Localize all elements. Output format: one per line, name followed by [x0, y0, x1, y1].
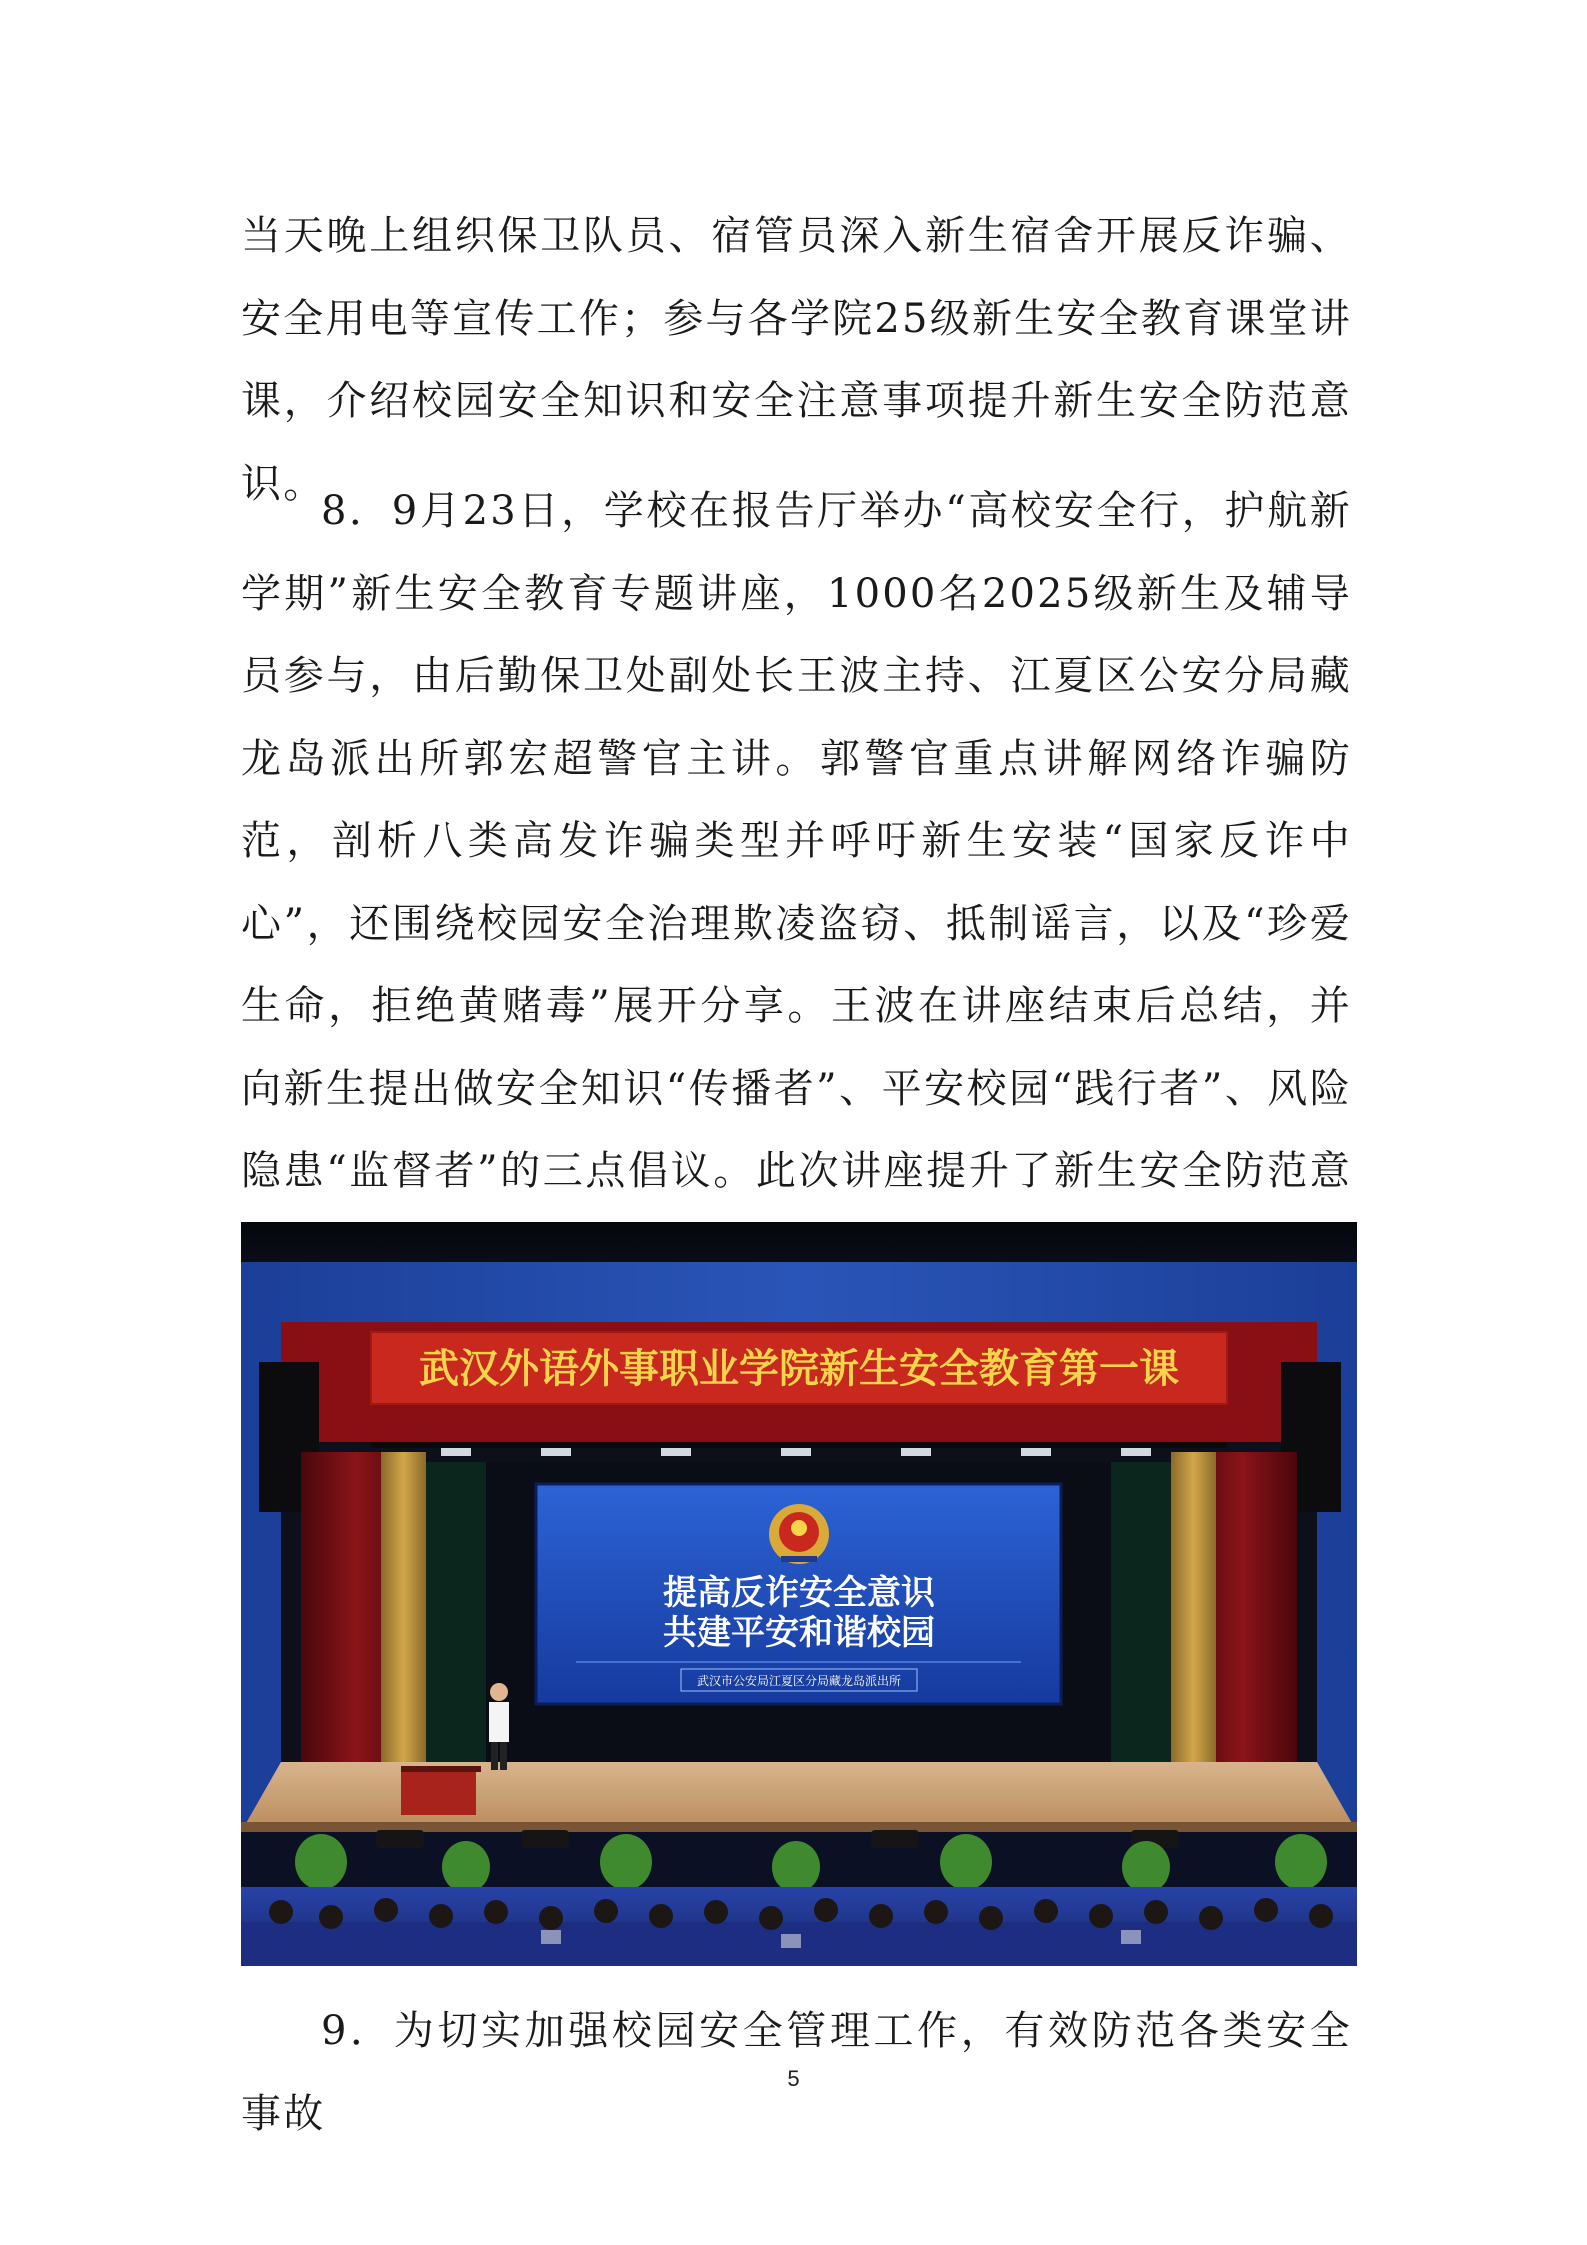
paragraph-3: 9．为切实加强校园安全管理工作，有效防范各类安全事故 [241, 2008, 1352, 2137]
paragraph-1: 当天晚上组织保卫队员、宿管员深入新生宿舍开展反诈骗、安全用电等宣传工作；参与各学院25级新生安全教育课堂讲课，介绍校园安全知识和安全注意事项提升新生安全防范意识。 [241, 213, 1352, 507]
paragraph-2: 8．9月23日，学校在报告厅举办“高校安全行，护航新学期”新生安全教育专题讲座，1000名2025级新生及辅导员参与，由后勤保卫处副处长王波主持、江夏区公安分局藏龙岛派出所郭宏超警官主讲。郭警官重点讲解网络诈骗防范，剖析八类高发诈骗类型并呼吁新生安装“国家反诈中心”，还围绕校园安全治理欺凌盗窃、抵制谣言，以及“珍爱生命，拒绝黄赌毒”展开分享。王波在讲座结束后总结，并向新生提出做安全知识“传播者”、平安校园“践行者”、风险隐患“监督者”的三点倡议。此次讲座提升了新生安全防范意 [241, 488, 1352, 1194]
police-emblem-icon [769, 1504, 829, 1564]
lecture-hall-photo [241, 1222, 1357, 1966]
screen-line-1: 提高反诈安全意识 [663, 1573, 935, 1613]
podium [401, 1770, 476, 1815]
banner-text: 武汉外语外事职业学院新生安全教育第一课 [419, 1346, 1179, 1392]
screen-line-2: 共建平安和谐校园 [663, 1613, 935, 1653]
page-number: 5 [787, 2066, 800, 2091]
screen-footer: 武汉市公安局江夏区分局藏龙岛派出所 [696, 1674, 902, 1688]
